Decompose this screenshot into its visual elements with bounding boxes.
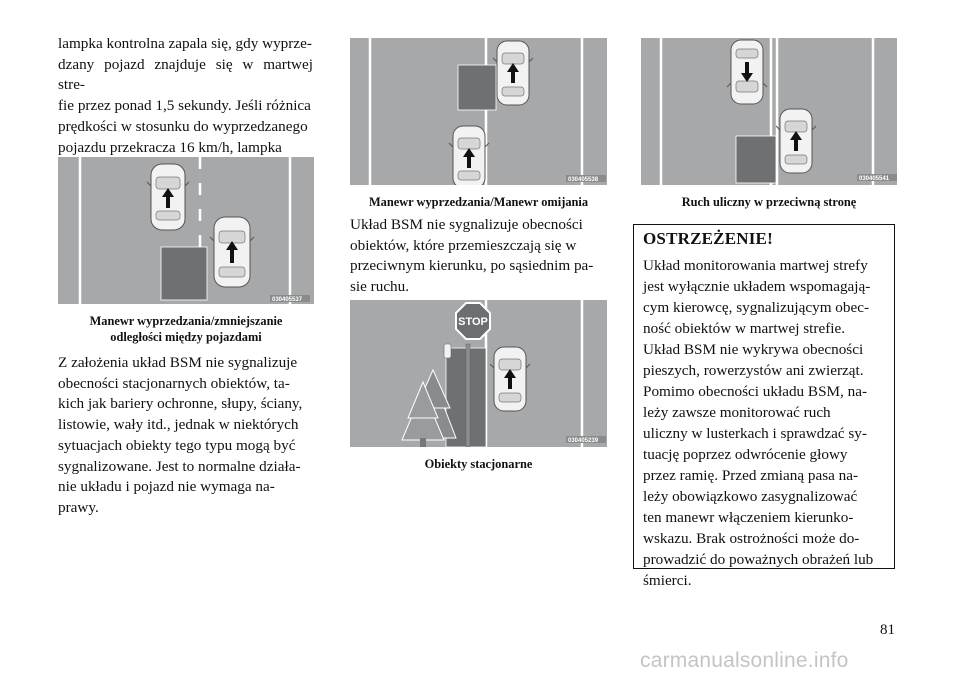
column-left-lower bbox=[58, 353, 313, 519]
figure-caption: Obiekty stacjonarne bbox=[424, 457, 533, 471]
paragraph-stationary-objects: Z założenia układ BSM nie sygnalizuje obecności stacjonarnych obiektów, ta- kich jak bariery ochronne, słupy, ściany, listowie, wały itd., jednak w niektórych sytuacjach obiekty tego typu mogą być sygnalizowane. Jest to normalne działa- nie układu i pojazd nie wymaga na- prawy. bbox=[58, 354, 303, 516]
car-icon bbox=[776, 109, 816, 173]
column-middle bbox=[350, 215, 607, 298]
figure-caption: Manewr wyprzedzania/zmniejszanie odległości między pojazdami bbox=[89, 314, 283, 344]
warning-box bbox=[633, 224, 895, 589]
paragraph-blind-spot-light: lampka kontrolna zapala się, gdy wyprze- dzany pojazd znajduje się w martwej stre- fie przez ponad 1,5 sekundy. Jeśli różnica prędkości w stosunku do wyprzedzanego pojazdu przekracza 16 km/h, lampka bbox=[58, 35, 313, 156]
warning-text: Układ monitorowania martwej strefy jest wyłącznie układem wspomagają- cym kierowcę, sygnalizującym obec- ność obiektów w martwej strefie. Układ BSM nie wykrywa obecności pieszych, rowerzystów ani zwierząt. Pomimo obecności układu BSM, na- leży zawsze monitorować ruch uliczny w lusterkach i sprawdzać sy- tuację poprzez odwrócenie głowy przez ramię. Przed zmianą pasa na- leży obowiązkowo zasygnalizować ten manewr włączeniem kierunko- wskazu. Brak ostrożności może do- prowadzić do poważnych obrażeń lub śmierci. bbox=[643, 257, 874, 589]
pole-icon bbox=[466, 344, 470, 447]
figure-code: 030405537 bbox=[272, 297, 303, 303]
watermark: carmanualsonline.info bbox=[640, 649, 849, 672]
stop-sign-text: STOP bbox=[458, 316, 488, 328]
car-icon bbox=[490, 347, 530, 411]
figure-stationary-objects bbox=[350, 300, 607, 447]
figure-code: 030405538 bbox=[568, 177, 599, 183]
figure-overtaking-gap bbox=[58, 157, 314, 304]
figure-overtaking-avoiding bbox=[350, 38, 607, 185]
figure-code: 030405239 bbox=[568, 438, 599, 444]
warning-title: OSTRZEŻENIE! bbox=[643, 229, 773, 248]
car-icon bbox=[493, 41, 533, 105]
car-icon bbox=[727, 40, 767, 104]
figure-caption: Manewr wyprzedzania/Manewr omijania bbox=[368, 195, 589, 209]
figure-caption: Ruch uliczny w przeciwną stronę bbox=[681, 195, 857, 209]
figure-oncoming-traffic bbox=[641, 38, 897, 185]
pole-icon bbox=[444, 344, 451, 358]
blind-spot-zone bbox=[458, 65, 496, 110]
figure-code: 030405541 bbox=[859, 176, 890, 182]
page-number: 81 bbox=[880, 622, 895, 638]
car-icon bbox=[147, 164, 189, 230]
car-icon bbox=[210, 217, 254, 287]
blind-spot-zone bbox=[161, 247, 207, 300]
stop-sign-icon bbox=[456, 303, 490, 339]
paragraph-opposite-direction: Układ BSM nie sygnalizuje obecności obiektów, które przemieszczają się w przeciwnym kierunku, po sąsiednim pa- sie ruchu. bbox=[350, 216, 594, 296]
blind-spot-zone bbox=[736, 136, 776, 183]
car-icon bbox=[449, 126, 489, 185]
